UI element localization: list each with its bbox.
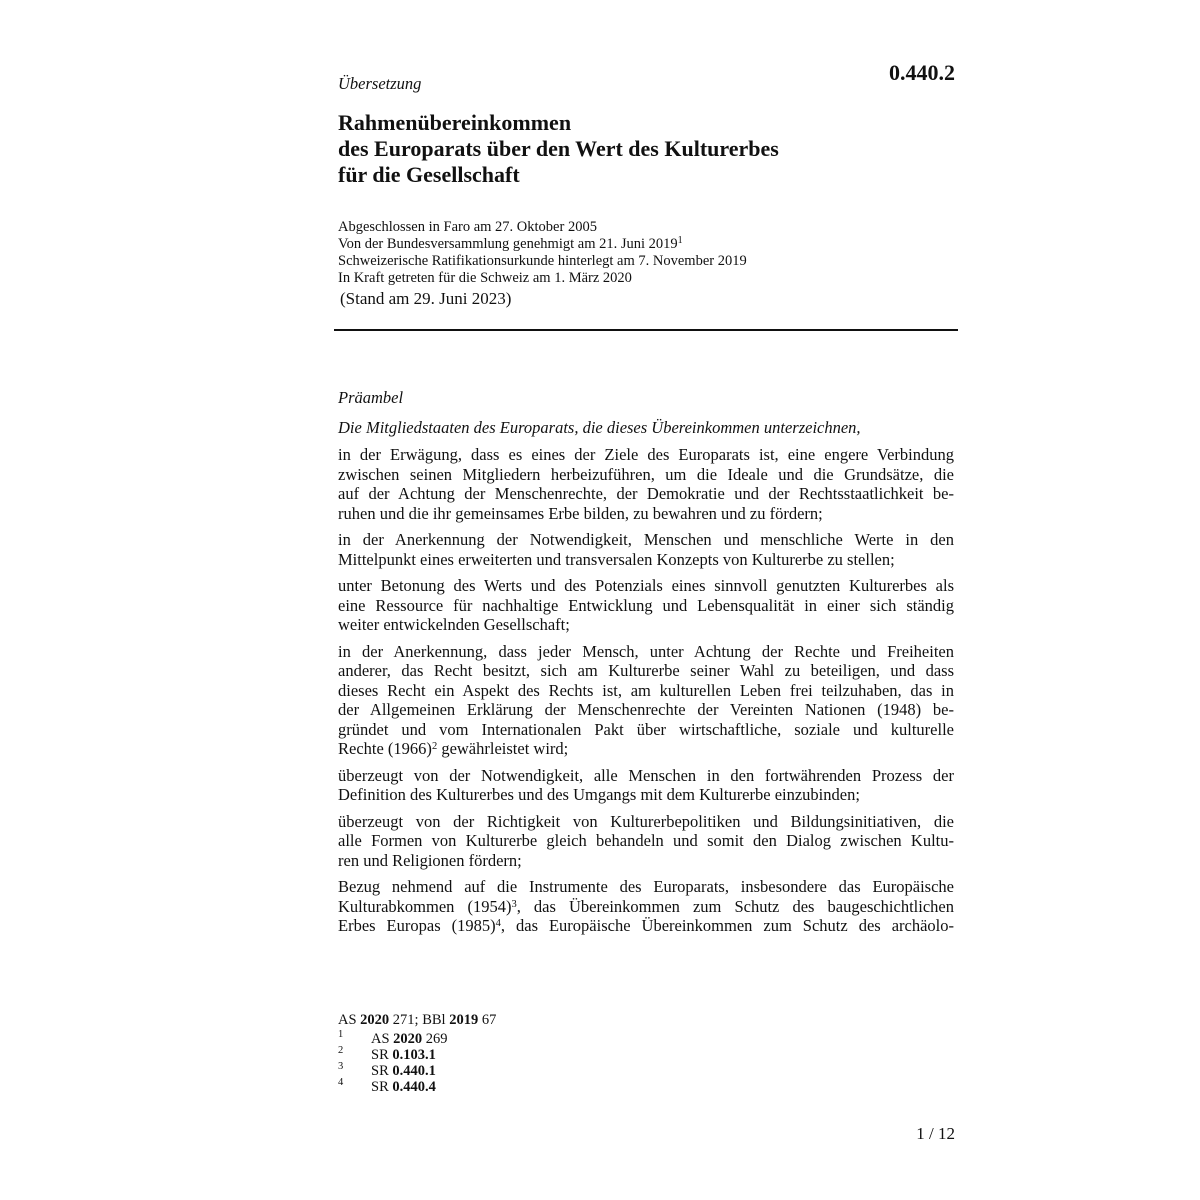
translation-label: Übersetzung [338, 74, 422, 93]
text-line: Definition des Kulturerbes und des Umgangs mit dem Kulturerbe einzubinden; [338, 785, 860, 804]
preamble-paragraph-5 [338, 766, 954, 805]
footnote-ref-value: 0.440.1 [392, 1063, 436, 1079]
bbl-page: 67 [478, 1012, 497, 1028]
text-line: überzeugt von der Notwendigkeit, alle Menschen in den fortwährenden Prozess der [338, 765, 954, 785]
text-line: Bezug nehmend auf die Instrumente des Europarats, insbesondere das Europäische [338, 877, 954, 896]
meta-ratification: Schweizerische Ratifikationsurkunde hinterlegt am 7. November 2019 [338, 253, 747, 269]
preamble-paragraph-1 [338, 445, 954, 523]
footnote-ref-value: 2020 [393, 1031, 423, 1047]
title-line-1: Rahmenübereinkommen [338, 110, 572, 135]
footnote-ref-value: 0.440.4 [392, 1079, 436, 1095]
footnote-suffix: 269 [422, 1031, 448, 1047]
document-title [338, 110, 958, 188]
footnote-4 [338, 1079, 738, 1095]
footnote-3 [338, 1063, 738, 1079]
footnote-prefix: SR [371, 1079, 393, 1095]
title-line-2: des Europarats über den Wert des Kulturerbes [338, 136, 779, 161]
footnote-ref-4[interactable]: 4 [495, 918, 501, 929]
text-line: alle Formen von Kulturerbe gleich behandeln und somit den Dialog zwischen Kultu- [338, 831, 954, 850]
preamble-title: Präambel [338, 388, 404, 407]
text-fragment: gewährleistet wird; [437, 739, 569, 758]
text-line: weiter entwickelnden Gesellschaft; [338, 615, 570, 634]
footnotes-section [338, 1012, 738, 1095]
document-metadata [338, 219, 958, 287]
footnote-text [371, 1079, 436, 1095]
page-number: 1 / 12 [916, 1124, 955, 1143]
preamble-paragraph-4 [338, 642, 954, 759]
text-line: ruhen und die ihr gemeinsames Erbe bilden, zu bewahren und zu fördern; [338, 503, 823, 523]
header-divider [334, 329, 958, 331]
bbl-year: 2019 [449, 1012, 479, 1028]
text-line: ren und Religionen fördern; [338, 850, 522, 870]
text-line: in der Anerkennung der Notwendigkeit, Menschen und menschliche Werte in den [338, 530, 954, 549]
text-line [338, 897, 954, 917]
meta-in-force: In Kraft getreten für die Schweiz am 1. März 2020 [338, 270, 632, 286]
text-line: Mittelpunkt eines erweiterten und transversalen Konzepts von Kulturerbe zu stellen; [338, 549, 895, 569]
status-date: (Stand am 29. Juni 2023) [340, 289, 512, 308]
text-fragment: Erbes Europas (1985) [338, 916, 496, 935]
text-line: anderer, das Recht besitzt, sich am Kulturerbe seiner Wahl zu beteiligen, und dass [338, 661, 954, 680]
text-line: in der Erwägung, dass es eines der Ziele des Europarats ist, eine engere Verbindung [338, 445, 954, 464]
footnote-text [371, 1047, 436, 1063]
text-line: gründet und vom Internationalen Pakt über wirtschaftliche, soziale und kulturelle [338, 719, 954, 739]
footnote-prefix: SR [371, 1047, 393, 1063]
footnote-number: 3 [338, 1061, 344, 1072]
sr-number: 0.440.2 [889, 60, 955, 85]
text-line: zwischen seinen Mitgliedern herbeizuführen, um die Ideale und die Grundsätze, die [338, 464, 954, 484]
text-line: in der Anerkennung, dass jeder Mensch, unter Achtung der Rechte und Freiheiten [338, 641, 954, 661]
footnote-text [371, 1063, 436, 1079]
footnote-2 [338, 1047, 738, 1063]
as-mid: 271; BBl [389, 1012, 450, 1028]
footnote-number: 1 [338, 1029, 344, 1040]
footnote-prefix: AS [371, 1031, 394, 1047]
footnote-ref-3[interactable]: 3 [511, 898, 517, 910]
footnote-number: 2 [338, 1045, 344, 1056]
as-prefix: AS [338, 1012, 361, 1028]
text-line: überzeugt von der Richtigkeit von Kulturerbepolitiken und Bildungsinitiativen, die [338, 811, 954, 831]
preamble-paragraph-3 [338, 576, 954, 635]
text-line: unter Betonung des Werts und des Potenzials eines sinnvoll genutzten Kulturerbes als [338, 576, 954, 595]
meta-approved-text: Von der Bundesversammlung genehmigt am 21. Juni 2019 [338, 236, 678, 252]
text-fragment: Kulturabkommen (1954) [338, 896, 512, 916]
as-year: 2020 [360, 1012, 390, 1028]
footnote-text [371, 1031, 448, 1047]
text-line [338, 916, 954, 936]
footnote-number: 4 [338, 1077, 344, 1088]
text-fragment: , das Übereinkommen zum Schutz des baugeschichtlichen [516, 896, 954, 916]
footnote-1 [338, 1031, 738, 1047]
text-line: auf der Achtung der Menschenrechte, der Demokratie und der Rechtsstaatlichkeit be- [338, 484, 954, 503]
text-fragment: , das Europäische Übereinkommen zum Schutz des archäolo- [500, 916, 954, 935]
preamble-paragraph-2 [338, 530, 954, 569]
footnote-ref-value: 0.103.1 [392, 1047, 436, 1063]
preamble-intro: Die Mitgliedstaaten des Europarats, die dieses Übereinkommen unterzeichnen, [338, 417, 861, 437]
text-line: eine Ressource für nachhaltige Entwicklung und Lebensqualität in einer sich ständig [338, 595, 954, 615]
text-fragment: Rechte (1966) [338, 739, 432, 758]
meta-concluded: Abgeschlossen in Faro am 27. Oktober 2005 [338, 219, 597, 235]
meta-approved [338, 236, 958, 253]
text-line [338, 739, 954, 759]
text-line: dieses Recht ein Aspekt des Rechts ist, am kulturellen Leben frei teilzuhaben, das in [338, 680, 954, 700]
official-collection-reference [338, 1012, 738, 1028]
preamble-paragraph-7 [338, 877, 954, 936]
preamble-paragraph-6 [338, 812, 954, 871]
footnote-prefix: SR [371, 1063, 393, 1079]
footnote-ref-1[interactable]: 1 [677, 235, 683, 246]
title-line-3: für die Gesellschaft [338, 162, 520, 187]
preamble-section [338, 388, 954, 943]
text-line: der Allgemeinen Erklärung der Menschenrechte der Vereinten Nationen (1948) be- [338, 700, 954, 719]
footnote-ref-2[interactable]: 2 [431, 741, 438, 752]
